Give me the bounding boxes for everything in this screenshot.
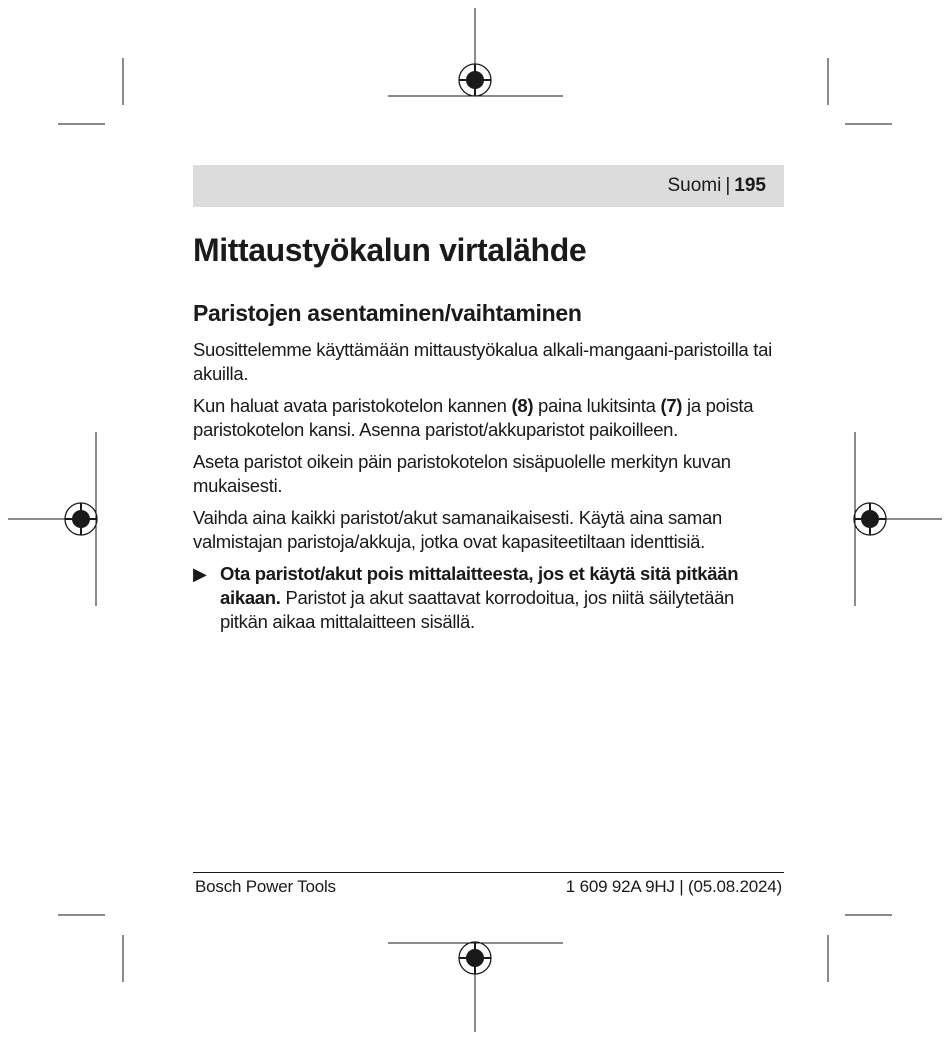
warning-text [220, 562, 784, 634]
paragraph-open-cover-text-3: ja poista paristokotelon kansi. Asenna paristot/akkuparistot paikoilleen. [193, 395, 754, 440]
reference-7: (7) [660, 395, 683, 416]
footer-brand: Bosch Power Tools [195, 877, 336, 896]
paragraph-replace-all: Vaihda aina kaikki paristot/akut samanaikaisesti. Käytä aina saman valmistajan paristoja/akkuja, jotka ovat kapasiteetiltaan identtisiä. [193, 507, 722, 552]
warning-detail: Paristot ja akut saattavat korrodoitua, jos niitä säilytetään pitkän aikaa mittalaitteen sisällä. [220, 587, 735, 632]
section-heading: Paristojen asentaminen/vaihtaminen [193, 300, 582, 326]
crosshair-target-icon [65, 503, 97, 535]
triangle-right-icon: ▶ [193, 564, 207, 584]
reference-8: (8) [511, 395, 534, 416]
page-number: 195 [734, 175, 766, 196]
paragraph-recommendation: Suosittelemme käyttämään mittaustyökalua alkali-mangaani-paristoilla tai akuilla. [193, 339, 772, 384]
header-separator: | [725, 175, 731, 196]
crosshair-target-icon [459, 64, 491, 96]
footer-divider [193, 872, 784, 873]
footer-doc-id: 1 609 92A 9HJ | (05.08.2024) [565, 877, 782, 896]
warning-bold: Ota paristot/akut pois mittalaitteesta, jos et käytä sitä pitkään aikaan. [220, 563, 739, 608]
crosshair-target-icon [854, 503, 886, 535]
header-text [668, 175, 767, 197]
paragraph-open-cover-text-2: paina lukitsinta [533, 395, 661, 416]
page-header [193, 165, 784, 207]
warning-note [193, 562, 784, 634]
paragraph-open-cover [193, 394, 784, 442]
page-content [193, 222, 784, 634]
page-title: Mittaustyökalun virtalähde [193, 232, 587, 268]
crosshair-target-icon [459, 942, 491, 974]
paragraph-polarity: Aseta paristot oikein päin paristokotelon sisäpuolelle merkityn kuvan mukaisesti. [193, 451, 731, 496]
header-language: Suomi [667, 175, 722, 196]
paragraph-open-cover-text-1: Kun haluat avata paristokotelon kannen [193, 395, 512, 416]
